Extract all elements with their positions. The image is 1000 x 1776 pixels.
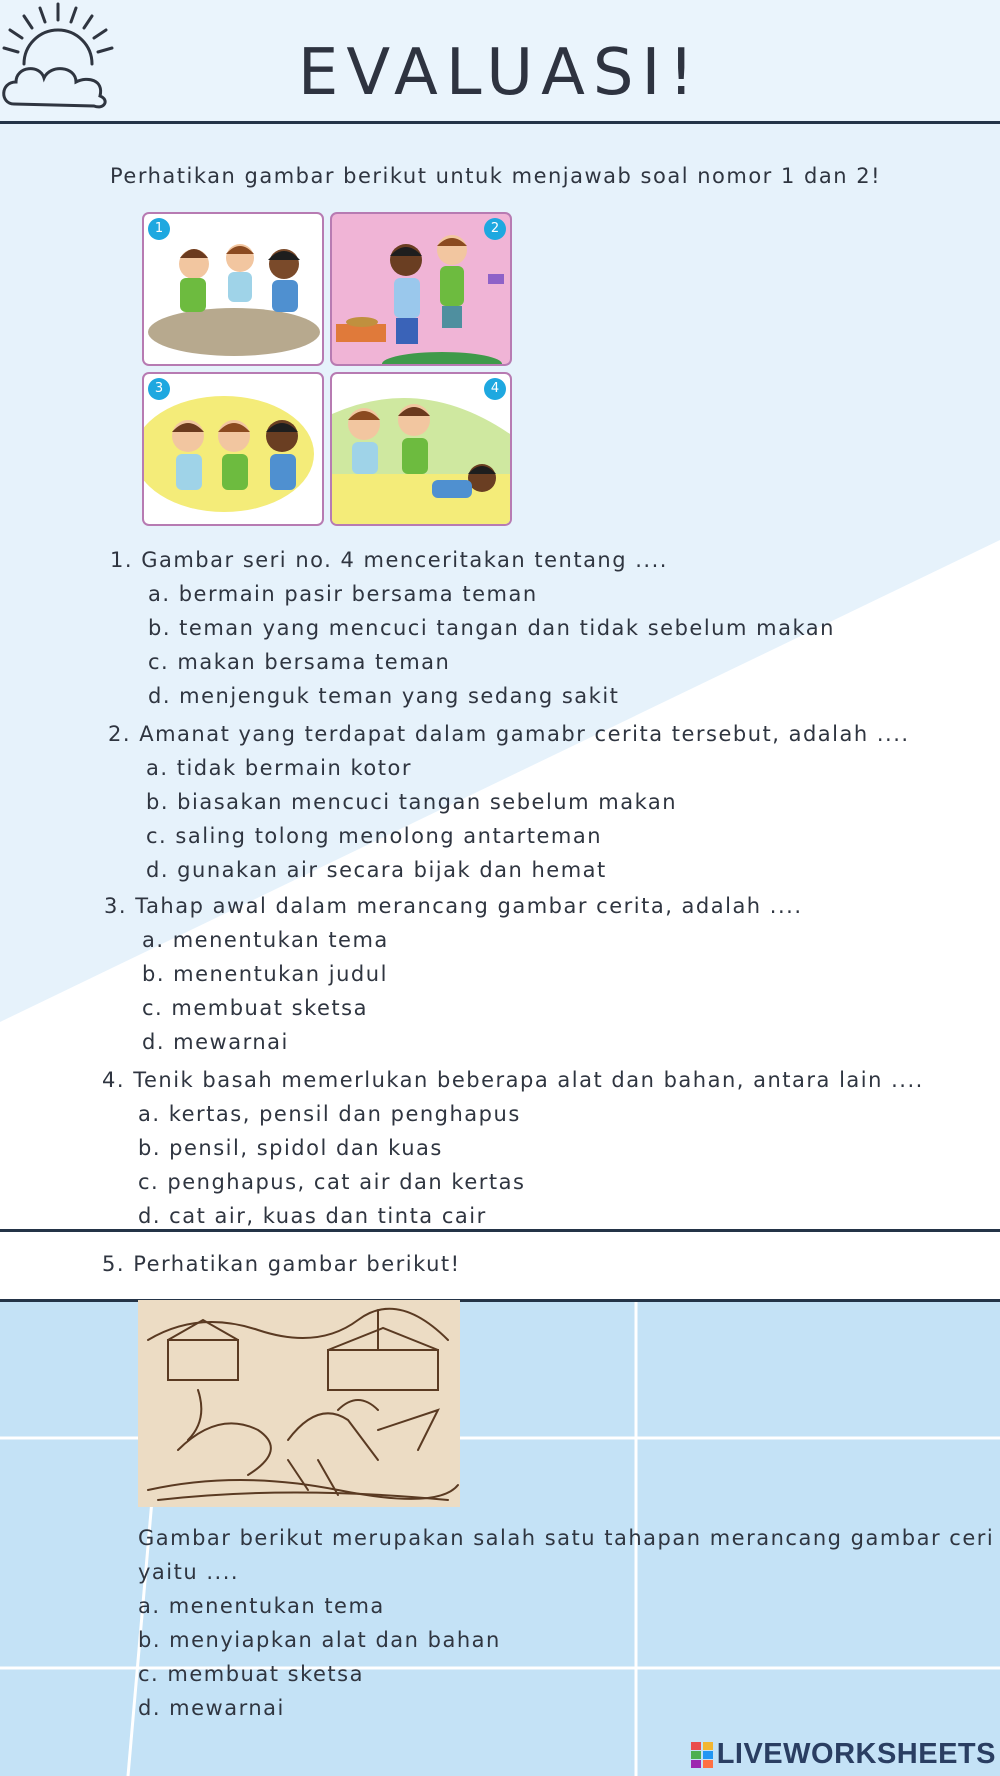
question-2-option-b[interactable]: b. biasakan mencuci tangan sebelum makan [146, 790, 678, 814]
question-3-option-d[interactable]: d. mewarnai [142, 1030, 289, 1054]
panel-4 [330, 372, 512, 526]
question-2-stem: 2. Amanat yang terdapat dalam gamabr cerita tersebut, adalah .... [108, 722, 910, 746]
question-1-option-d[interactable]: d. menjenguk teman yang sedang sakit [148, 684, 620, 708]
page-title: EVALUASI! [297, 36, 703, 110]
panel-1 [142, 212, 324, 366]
handwashing-illustration [332, 214, 510, 364]
question-2-option-c[interactable]: c. saling tolong menolong antarteman [146, 824, 603, 848]
question-3-option-b[interactable]: b. menentukan judul [142, 962, 388, 986]
question-1-option-a[interactable]: a. bermain pasir bersama teman [148, 582, 538, 606]
question-4-option-b[interactable]: b. pensil, spidol dan kuas [138, 1136, 443, 1160]
question-3-stem: 3. Tahap awal dalam merancang gambar cerita, adalah .... [104, 894, 803, 918]
question-5-option-c[interactable]: c. membuat sketsa [138, 1662, 364, 1686]
liveworksheets-watermark [691, 1738, 996, 1771]
instruction-text: Perhatikan gambar berikut untuk menjawab soal nomor 1 dan 2! [110, 164, 881, 188]
header-rule [0, 121, 1000, 124]
watermark-text: LIVEWORKSHEETS [716, 1738, 996, 1770]
question-4-option-d[interactable]: d. cat air, kuas dan tinta cair [138, 1204, 487, 1228]
question-5-option-a[interactable]: a. menentukan tema [138, 1594, 385, 1618]
panel-2 [330, 212, 512, 366]
panel-3-badge: 3 [148, 378, 170, 400]
visiting-sick-friend-illustration [332, 374, 510, 524]
question-2-option-d[interactable]: d. gunakan air secara bijak dan hemat [146, 858, 607, 882]
sketch-image [138, 1300, 460, 1507]
liveworksheets-logo-icon [691, 1742, 713, 1768]
question-4-option-a[interactable]: a. kertas, pensil dan penghapus [138, 1102, 521, 1126]
sketch-drawing [138, 1300, 460, 1507]
question-1-option-c[interactable]: c. makan bersama teman [148, 650, 451, 674]
question-5-option-b[interactable]: b. menyiapkan alat dan bahan [138, 1628, 501, 1652]
question-4-option-c[interactable]: c. penghapus, cat air dan kertas [138, 1170, 526, 1194]
kids-playing-sand-illustration [144, 214, 322, 364]
question-3-option-a[interactable]: a. menentukan tema [142, 928, 389, 952]
panel-4-badge: 4 [484, 378, 506, 400]
question-5-text-line-1: Gambar berikut merupakan salah satu tahapan merancang gambar ceri [138, 1526, 995, 1550]
question-3-option-c[interactable]: c. membuat sketsa [142, 996, 368, 1020]
kids-eating-illustration [144, 374, 322, 524]
panel-1-badge: 1 [148, 218, 170, 240]
question-5-text-line-2: yaitu .... [138, 1560, 240, 1584]
panel-2-badge: 2 [484, 218, 506, 240]
question-1-stem: 1. Gambar seri no. 4 menceritakan tentang .... [110, 548, 668, 572]
question-5-option-d[interactable]: d. mewarnai [138, 1696, 285, 1720]
question-5-stem: 5. Perhatikan gambar berikut! [102, 1252, 461, 1276]
question-2-option-a[interactable]: a. tidak bermain kotor [146, 756, 412, 780]
panel-3 [142, 372, 324, 526]
question-4-stem: 4. Tenik basah memerlukan beberapa alat dan bahan, antara lain .... [102, 1068, 924, 1092]
question-1-option-b[interactable]: b. teman yang mencuci tangan dan tidak sebelum makan [148, 616, 835, 640]
section-rule-top [0, 1229, 1000, 1232]
